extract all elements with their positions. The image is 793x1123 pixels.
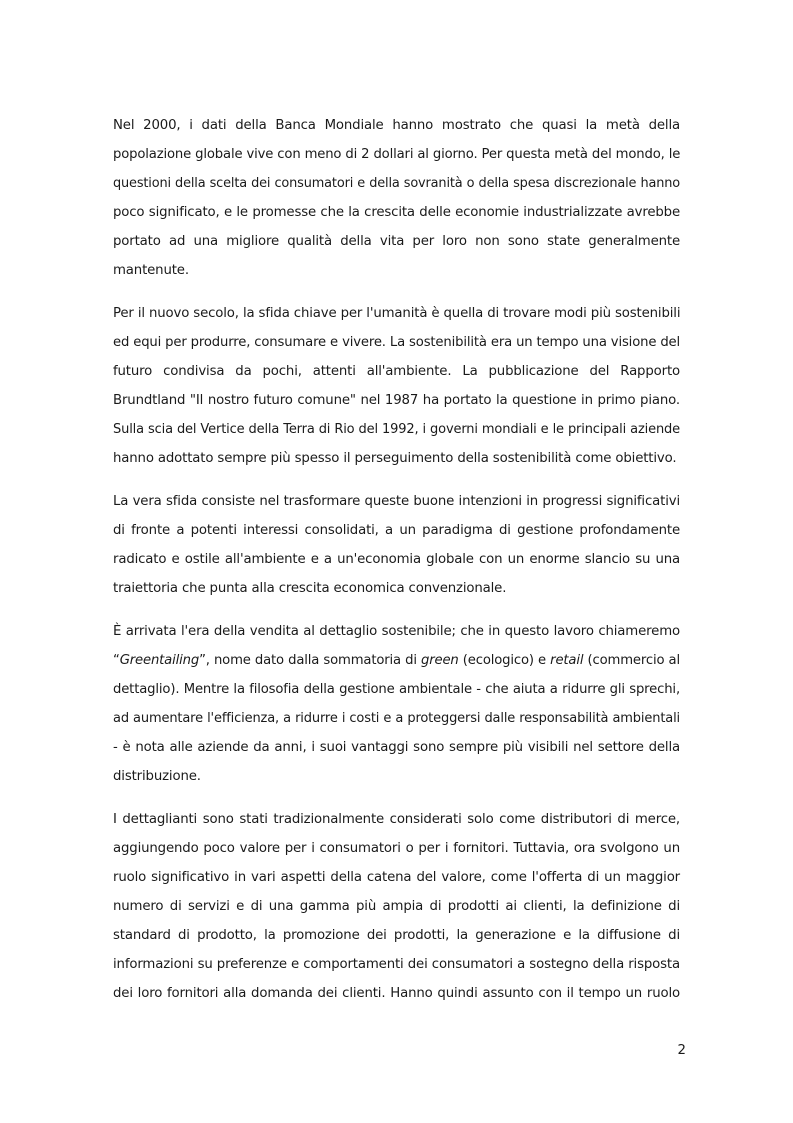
text-line: distribuzione. <box>113 769 201 784</box>
text-line: hanno adottato sempre più spesso il perseguimento della sostenibilità come obiettivo. <box>113 451 677 466</box>
text-span: ”, nome dato dalla sommatoria di <box>199 653 421 668</box>
text-line: di fronte a potenti interessi consolidati, a un paradigma di gestione profondamente <box>113 523 680 538</box>
text-span: (ecologico) e <box>458 653 551 668</box>
text-line: traiettoria che punta alla crescita economica convenzionale. <box>113 581 507 596</box>
text-line <box>113 646 680 675</box>
text-line: È arrivata l'era della vendita al dettaglio sostenibile; che in questo lavoro chiameremo <box>113 624 680 639</box>
paragraph-1 <box>113 111 680 285</box>
text-line: numero di servizi e di una gamma più ampia di prodotti ai clienti, la definizione di <box>113 899 680 914</box>
text-line: poco significato, e le promesse che la crescita delle economie industrializzate avrebbe <box>113 205 680 220</box>
text-line: Per il nuovo secolo, la sfida chiave per l'umanità è quella di trovare modi più sostenibili <box>113 306 681 321</box>
text-line: ad aumentare l'efficienza, a ridurre i costi e a proteggersi dalle responsabilità ambientali <box>113 711 680 726</box>
text-line: futuro condivisa da pochi, attenti all'ambiente. La pubblicazione del Rapporto <box>113 364 680 379</box>
text-line: ed equi per produrre, consumare e vivere. La sostenibilità era un tempo una visione del <box>113 335 681 350</box>
text-line: Nel 2000, i dati della Banca Mondiale hanno mostrato che quasi la metà della <box>113 118 680 133</box>
text-line: Brundtland "Il nostro futuro comune" nel 1987 ha portato la questione in primo piano. <box>113 393 680 408</box>
term-retail: retail <box>550 653 584 668</box>
paragraph-4 <box>113 617 680 791</box>
text-line: - è nota alle aziende da anni, i suoi vantaggi sono sempre più visibili nel settore della <box>113 740 680 755</box>
term-greentailing: Greentailing <box>119 653 200 668</box>
text-line: standard di prodotto, la promozione dei prodotti, la generazione e la diffusione di <box>113 928 680 943</box>
term-green: green <box>420 653 459 668</box>
text-line: Sulla scia del Vertice della Terra di Rio del 1992, i governi mondiali e le principali aziende <box>113 422 680 437</box>
text-line: mantenute. <box>113 263 189 278</box>
page-number: 2 <box>677 1043 686 1058</box>
quote-open: “ <box>113 653 120 668</box>
text-line: I dettaglianti sono stati tradizionalmente considerati solo come distributori di merce, <box>113 812 680 827</box>
text-line: questioni della scelta dei consumatori e della sovranità o della spesa discrezionale hanno <box>113 176 680 191</box>
text-line: aggiungendo poco valore per i consumatori o per i fornitori. Tuttavia, ora svolgono un <box>113 841 680 856</box>
text-line: radicato e ostile all'ambiente e a un'economia globale con un enorme slancio su una <box>113 552 680 567</box>
text-line: portato ad una migliore qualità della vita per loro non sono state generalmente <box>113 234 680 249</box>
text-line: dettaglio). Mentre la filosofia della gestione ambientale - che aiuta a ridurre gli sprechi, <box>113 682 680 697</box>
text-line: ruolo significativo in vari aspetti della catena del valore, come l'offerta di un maggior <box>113 870 680 885</box>
text-line: informazioni su preferenze e comportamenti dei consumatori a sostegno della risposta <box>113 957 680 972</box>
text-span: (commercio al <box>583 653 680 668</box>
paragraph-2 <box>113 299 680 473</box>
text-line: dei loro fornitori alla domanda dei clienti. Hanno quindi assunto con il tempo un ruolo <box>113 986 680 1001</box>
document-body <box>113 111 680 1022</box>
text-line: popolazione globale vive con meno di 2 dollari al giorno. Per questa metà del mondo, le <box>113 147 681 162</box>
paragraph-3 <box>113 487 680 603</box>
text-line: La vera sfida consiste nel trasformare queste buone intenzioni in progressi significativi <box>113 494 680 509</box>
paragraph-5 <box>113 805 680 1008</box>
